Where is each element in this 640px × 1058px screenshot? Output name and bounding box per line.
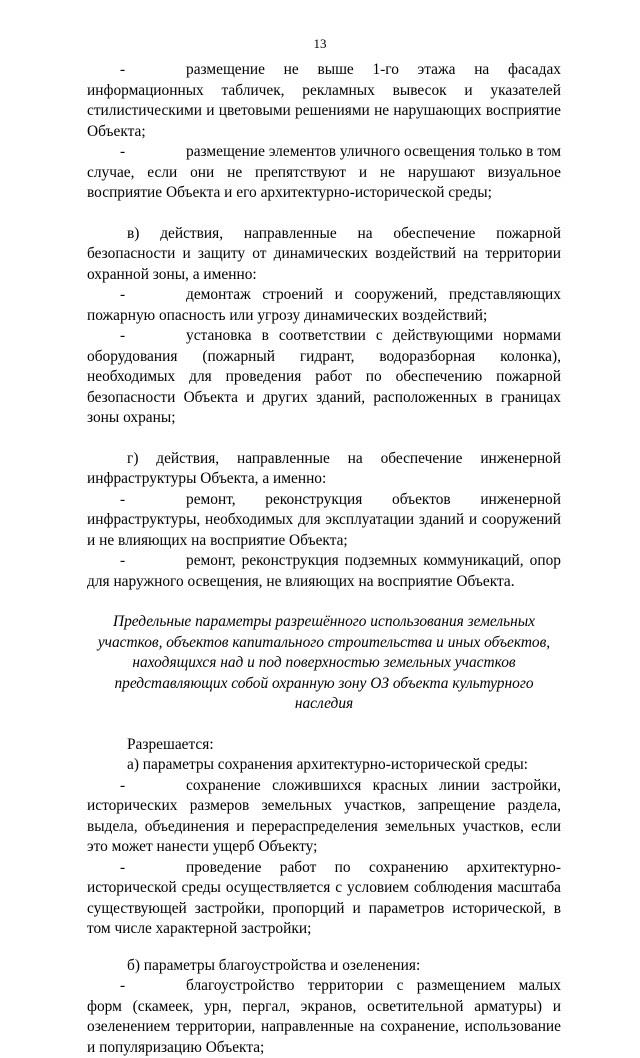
dash-marker: - [120, 776, 126, 794]
spacer [87, 940, 561, 956]
bullet-paragraph [87, 976, 561, 1058]
dash-marker: - [120, 977, 126, 994]
paragraph-text: сохранение сложившихся красных линии застройки, исторических размеров земельных участков, запрещение раздела, выдела, объединения и перераспределения земельных участков, если это может нанести ущерб Объекту; [87, 776, 561, 855]
spacer [87, 429, 561, 449]
dash-marker: - [120, 143, 126, 160]
dash-marker: - [120, 327, 126, 344]
paragraph-text: ремонт, реконструкция объектов инженерной инфраструктуры, необходимых для эксплуатации зданий и сооружений и не влияющих на восприятие Объекта; [87, 490, 561, 549]
dash-marker: - [120, 490, 126, 508]
section-paragraph: а) параметры сохранения архитектурно-исторической среды: [127, 756, 528, 773]
spacer [87, 204, 561, 224]
bullet-paragraph [87, 285, 561, 326]
page-number: 13 [313, 36, 327, 51]
dash-marker: - [120, 61, 126, 78]
section-paragraph: г) действия, направленные на обеспечение инженерной инфраструктуры Объекта, а именно: [87, 449, 561, 487]
spacer [87, 715, 561, 735]
paragraph-text: проведение работ по сохранению архитектурно-исторической среды осуществляется с условием соблюдения масштаба существующей застройки, пропорций и параметров исторической, в том числе характерной застройки; [87, 858, 561, 937]
dash-marker: - [120, 552, 126, 569]
bullet-paragraph [87, 490, 561, 552]
paragraph-text: благоустройство территории с размещением малых форм (скамеек, урн, пергал, экранов, осветительной арматуры) и озеленением территории, направленные на сохранение, использование и популяризацию Объекта; [87, 977, 561, 1056]
document-body [87, 60, 561, 1058]
paragraph-text: установка в соответствии с действующими нормами оборудования (пожарный гидрант, водоразборная колонка), необходимых для проведения работ по обеспечению пожарной безопасности Объекта и других зданий, расположенных в границах зоны охраны; [87, 327, 561, 426]
bullet-paragraph [87, 858, 561, 940]
bullet-paragraph [87, 60, 561, 142]
section-paragraph: в) действия, направленные на обеспечение пожарной безопасности и защиту от динамических воздействий на территории охранной зоны, а именно: [87, 224, 561, 283]
spacer [87, 592, 561, 612]
bullet-paragraph [87, 326, 561, 429]
section-paragraph: Разрешается: [127, 735, 214, 753]
paragraph-text: демонтаж строений и сооружений, представляющих пожарную опасность или угрозу динамических воздействий; [87, 286, 561, 324]
paragraph-text: размещение не выше 1-го этажа на фасадах информационных табличек, рекламных вывесок и указателей стилистическими и цветовыми решениями не нарушающих восприятие Объекта; [87, 61, 561, 140]
paragraph-text: размещение элементов уличного освещения только в том случае, если они не препятствуют и не нарушают визуальное восприятие Объекта и его архитектурно-исторической среды; [87, 143, 561, 201]
dash-marker: - [120, 286, 126, 303]
bullet-paragraph [87, 551, 561, 592]
section-heading: Предельные параметры разрешённого использования земельных участков, объектов капитального строительства и иных объектов, находящихся над и под поверхностью земельных участков представляющих собой охранную зону ОЗ объекта культурного наследия [97, 613, 551, 712]
bullet-paragraph [87, 776, 561, 858]
section-paragraph: б) параметры благоустройства и озеленения: [127, 956, 421, 974]
dash-marker: - [120, 858, 126, 876]
paragraph-text: ремонт, реконструкция подземных коммуникаций, опор для наружного освещения, не влияющих на восприятие Объекта. [87, 552, 561, 590]
bullet-paragraph [87, 142, 561, 204]
